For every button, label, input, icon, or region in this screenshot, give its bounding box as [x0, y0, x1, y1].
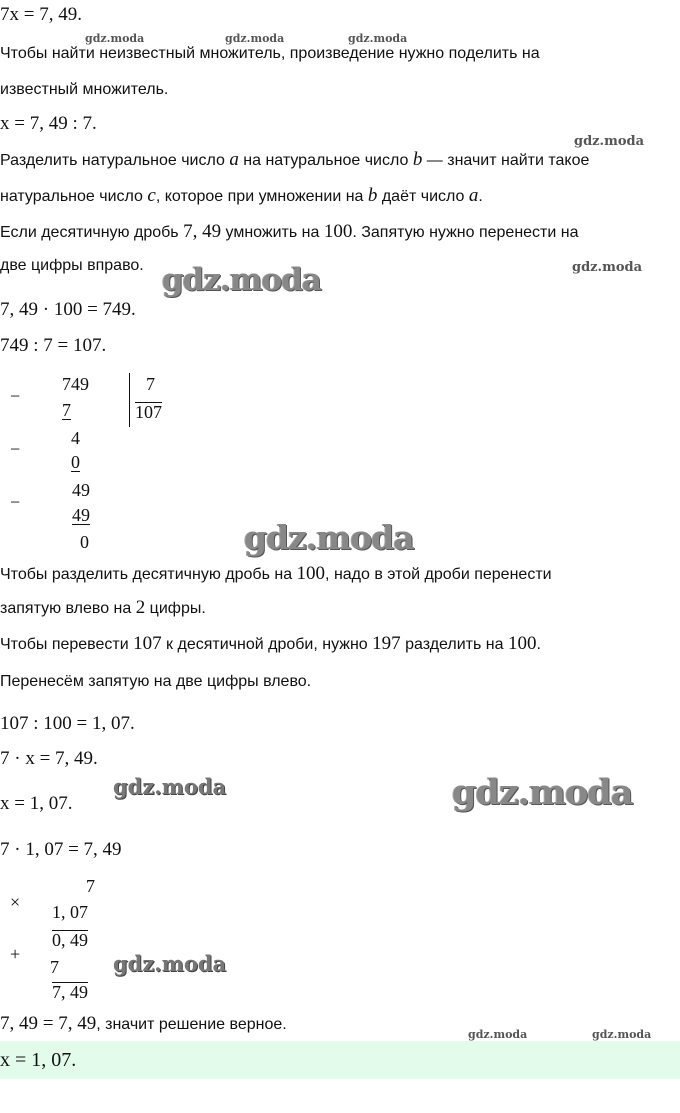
equation-2: x = 7, 49 : 7.	[0, 113, 97, 134]
math-var: b	[367, 185, 378, 206]
text-fragment: Если десятичную дробь	[0, 224, 184, 241]
quotient-value: 107	[135, 402, 162, 422]
text-fragment: — значит найти такое	[422, 152, 590, 169]
watermark-small: gdz.moda	[574, 134, 645, 149]
dividend: 749	[62, 374, 89, 394]
text-line-divide-cont	[0, 598, 206, 619]
text-fragment: Чтобы перевести	[0, 636, 134, 653]
math-number: 197	[372, 633, 401, 654]
math-number: 100	[296, 563, 326, 584]
text-fragment: , значит решение верное.	[96, 1016, 287, 1033]
subtrahend-value: 7	[62, 400, 71, 420]
watermark-large: gdz.moda	[162, 262, 321, 298]
partial-product: 7	[50, 957, 59, 977]
remainder: 49	[72, 480, 90, 500]
minus-sign: −	[10, 386, 21, 406]
equation-5: 107 : 100 = 1, 07.	[0, 713, 135, 734]
equation-6: 7 · x = 7, 49.	[0, 748, 98, 769]
watermark-small: gdz.moda	[85, 32, 145, 45]
math-var: a	[468, 185, 479, 206]
text-fragment: на натуральное число	[238, 152, 413, 169]
product	[52, 982, 88, 1002]
subtrahend-value: 49	[72, 505, 90, 525]
multiplier: 1, 07	[52, 902, 88, 922]
watermark-medium: gdz.moda	[113, 774, 227, 799]
text-line-decimal-cont: две цифры вправо.	[0, 257, 144, 274]
watermark-small: gdz.moda	[468, 1028, 528, 1041]
watermark-large: gdz.moda	[452, 772, 633, 813]
text-fragment: цифры.	[145, 600, 206, 617]
check-equation: 7 · 1, 07 = 7, 49	[0, 839, 122, 860]
text-fragment: , надо в этой дроби перенести	[325, 566, 552, 583]
watermark-large: gdz.moda	[244, 518, 414, 557]
equation-4: 749 : 7 = 107.	[0, 335, 107, 356]
watermark-small: gdz.moda	[348, 32, 408, 45]
product-value: 7, 49	[52, 982, 88, 1002]
times-sign: ×	[10, 892, 21, 912]
watermark-medium: gdz.moda	[113, 951, 227, 976]
divisor: 7	[146, 374, 155, 394]
answer-box	[0, 1041, 680, 1079]
text-fragment: . Запятую нужно перенести на	[352, 224, 579, 241]
math-number: 100	[507, 633, 537, 654]
math-var: c	[147, 185, 156, 206]
text-fragment: даёт число	[377, 188, 469, 205]
text-fragment: Чтобы разделить десятичную дробь на	[0, 566, 297, 583]
math-number: 7, 49	[183, 221, 222, 242]
equation-3: 7, 49 · 100 = 749.	[0, 299, 136, 320]
subtrahend-value: 0	[71, 452, 80, 472]
text-fragment: Разделить натуральное число	[0, 152, 230, 169]
math-number: 2	[135, 597, 146, 618]
remainder: 4	[71, 428, 80, 448]
math-var: b	[412, 149, 423, 170]
text-line-decimal	[0, 222, 579, 243]
equation-7: x = 1, 07.	[0, 793, 73, 814]
answer-text: x = 1, 07.	[0, 1049, 77, 1071]
math-var: a	[229, 149, 239, 170]
math-number: 100	[323, 221, 353, 242]
partial-product	[52, 930, 88, 950]
text-fragment: .	[478, 188, 483, 205]
watermark-small: gdz.moda	[592, 1028, 652, 1041]
text-line-shift: Перенесём запятую на две цифры влево.	[0, 673, 312, 690]
text-fragment: к десятичной дроби, нужно	[161, 636, 373, 653]
text-line-rule: Чтобы найти неизвестный множитель, произведение нужно поделить на	[0, 45, 540, 62]
minus-sign: −	[10, 492, 21, 512]
subtrahend	[71, 452, 80, 472]
text-line-definition	[0, 150, 589, 171]
text-fragment: умножить на	[221, 224, 324, 241]
plus-sign: +	[10, 944, 21, 964]
text-fragment: разделить на	[400, 636, 508, 653]
minus-sign: −	[10, 439, 21, 459]
math-number: 107	[133, 633, 162, 654]
subtrahend	[62, 400, 71, 420]
text-fragment: натуральное число	[0, 188, 148, 205]
partial-product-value: 0, 49	[52, 930, 88, 950]
watermark-small: gdz.moda	[572, 260, 643, 275]
text-line-divide	[0, 564, 552, 585]
text-line-verify	[0, 1014, 287, 1035]
division-bar	[129, 373, 130, 427]
text-fragment: .	[536, 636, 541, 653]
quotient	[135, 402, 162, 422]
text-fragment: запятую влево на	[0, 600, 136, 617]
text-line-convert	[0, 634, 541, 655]
text-fragment: , которое при умножении на	[155, 188, 368, 205]
multiplicand: 7	[86, 876, 95, 896]
text-line-rule-cont: известный множитель.	[0, 81, 169, 98]
watermark-small: gdz.moda	[225, 32, 285, 45]
text-line-definition-cont	[0, 186, 483, 207]
subtrahend	[72, 505, 90, 525]
math-number: 7, 49 = 7, 49	[0, 1013, 97, 1034]
equation-1: 7x = 7, 49.	[0, 4, 82, 25]
final-remainder: 0	[80, 532, 89, 552]
